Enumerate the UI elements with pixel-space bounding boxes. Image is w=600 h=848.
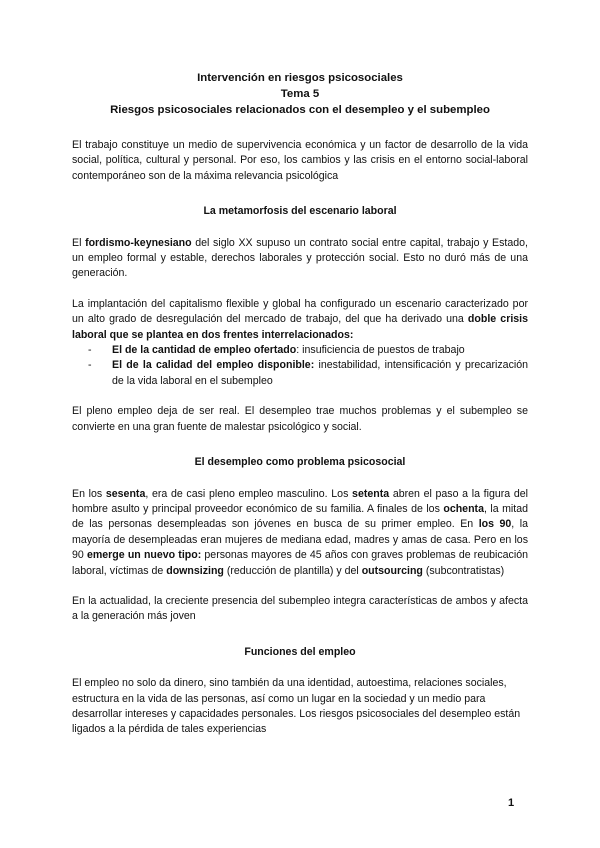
bold-term: doble crisis laboral que se plantea en dos frentes interrelacionados:	[72, 313, 528, 341]
text-run: El	[72, 236, 86, 249]
crisis-list	[72, 343, 528, 389]
bold-term: fordismo-keynesiano	[85, 236, 192, 249]
page-number: 1	[508, 797, 515, 809]
bold-term: los 90	[478, 518, 512, 531]
document-header	[72, 70, 528, 118]
section-title-funciones: Funciones del empleo	[244, 645, 356, 658]
intro-paragraph: El trabajo constituye un medio de supervivencia económica y un factor de desarrollo de la vida social, política, cultural y personal. Por eso, los cambios y las crisis en el entorno social-laboral contemporáneo son de la máxima relevancia psicológica	[72, 139, 528, 182]
text-run: La implantación del capitalismo flexible y global ha configurado un escenario caracterizado por un alto grado de desregulación del mercado de trabajo, del que ha derivado una	[72, 297, 528, 326]
unit-title: Riesgos psicosociales relacionados con el desempleo y el subempleo	[110, 104, 490, 116]
document-page	[72, 70, 528, 738]
section-title-metamorfosis: La metamorfosis del escenario laboral	[203, 205, 397, 218]
bold-term: downsizing	[166, 564, 224, 577]
text-run: inestabilidad, intensificación y precarización de la vida laboral en el subempleo	[112, 359, 528, 387]
bold-term: El de la calidad del empleo disponible:	[112, 359, 315, 372]
dash-bullet: -	[88, 359, 92, 372]
text-run: : insuficiencia de puestos de trabajo	[296, 344, 465, 357]
text-run: (reducción de plantilla) y del	[223, 564, 362, 577]
bold-term: outsourcing	[361, 564, 423, 577]
bold-term: setenta	[352, 487, 390, 500]
paragraph-decadas	[72, 487, 528, 579]
text-run: , era de casi pleno empleo masculino. Los	[145, 487, 353, 500]
text-run: , la mitad de las personas desempleadas son jóvenes en busca de su primer empleo. En	[72, 502, 528, 531]
bold-term: emerge un nuevo tipo:	[86, 549, 202, 562]
paragraph-actualidad: En la actualidad, la creciente presencia del subempleo integra características de ambos y afecta a la generación más joven	[72, 594, 528, 623]
text-run: En los	[72, 487, 106, 500]
text-run: personas mayores de 45 años con graves problemas de reubicación laboral, víctimas de	[72, 549, 528, 577]
dash-bullet: -	[88, 344, 92, 357]
text-run: del siglo XX supuso un contrato social entre capital, trabajo y Estado, un empleo formal y estable, derechos laborales y protección social. Esto no duró más de una generación.	[72, 236, 528, 280]
section-title-desempleo: El desempleo como problema psicosocial	[194, 456, 406, 469]
list-item	[72, 358, 528, 389]
bold-term: El de la cantidad de empleo ofertado	[112, 344, 297, 357]
paragraph-capitalismo	[72, 297, 528, 343]
text-run: , la mayoría de desempleadas eran mujeres de mediana edad, madres y amas de casa. Pero en los 90	[72, 518, 528, 562]
paragraph-funciones: El empleo no solo da dinero, sino también da una identidad, autoestima, relaciones sociales, estructura en la vida de las personas, así como un lugar en la sociedad y un medio para desarrollar intereses y capacidades personales. Los riesgos psicosociales del desempleo están ligados a la pérdida de tales experiencias	[72, 677, 521, 736]
text-run: (subcontratistas)	[422, 564, 505, 577]
unit-label: Tema 5	[280, 88, 320, 100]
course-title: Intervención en riesgos psicosociales	[197, 72, 403, 84]
bold-term: sesenta	[105, 487, 146, 500]
text-run: abren el paso a la figura del hombre asulto y principal proveedor económico de su familia. A finales de los	[72, 487, 528, 515]
paragraph-fordismo	[72, 236, 528, 282]
bold-term: ochenta	[443, 502, 484, 515]
list-item	[72, 343, 528, 358]
paragraph-pleno-empleo: El pleno empleo deja de ser real. El desempleo trae muchos problemas y el subempleo se convierte en una gran fuente de malestar psicológico y social.	[72, 405, 528, 433]
